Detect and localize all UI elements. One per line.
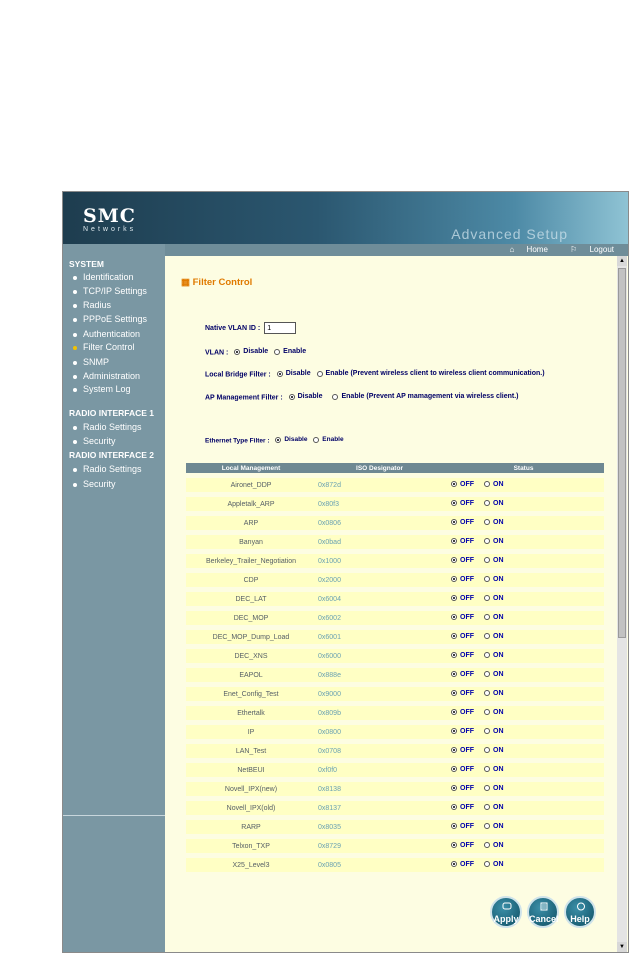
table-row xyxy=(186,554,604,568)
status-cell xyxy=(443,801,604,815)
radio-selected-icon xyxy=(451,538,457,544)
lbf-enable-radio[interactable]: Enable (Prevent wireless client to wireless client communication.) xyxy=(317,370,545,377)
vlan-disable-radio[interactable]: Disable xyxy=(234,348,268,355)
status-on-radio[interactable]: ON xyxy=(484,538,504,545)
iso-designator: 0x0bad xyxy=(316,535,443,549)
iso-designator: 0x0800 xyxy=(316,725,443,739)
status-on-radio[interactable]: ON xyxy=(484,766,504,773)
radio-selected-icon xyxy=(451,690,457,696)
table-row xyxy=(186,858,604,872)
etf-disable-radio[interactable]: Disable xyxy=(275,436,307,443)
protocol-name: X25_Level3 xyxy=(186,858,316,872)
table-row xyxy=(186,725,604,739)
scroll-thumb[interactable] xyxy=(618,268,626,638)
status-cell xyxy=(443,573,604,587)
iso-designator: 0x80f3 xyxy=(316,497,443,511)
radio-selected-icon xyxy=(275,437,281,443)
bullet-icon xyxy=(73,333,77,337)
status-cell xyxy=(443,687,604,701)
bullet-icon xyxy=(73,318,77,322)
status-cell xyxy=(443,706,604,720)
protocol-name: LAN_Test xyxy=(186,744,316,758)
protocol-name: Novell_IPX(new) xyxy=(186,782,316,796)
radio-icon xyxy=(484,652,490,658)
native-vlan-input[interactable] xyxy=(264,322,296,334)
status-off-radio[interactable]: OFF xyxy=(451,823,474,830)
table-row xyxy=(186,649,604,663)
sidebar-item-filter-control[interactable]: Filter Control xyxy=(73,342,135,353)
home-link[interactable]: ⌂ Home xyxy=(509,245,548,254)
radio-selected-icon xyxy=(451,823,457,829)
table-row xyxy=(186,516,604,530)
radio-selected-icon xyxy=(451,709,457,715)
table-header-row xyxy=(186,463,604,473)
table-row xyxy=(186,706,604,720)
sidebar-item-pppoe[interactable]: PPPoE Settings xyxy=(73,314,147,325)
protocol-name: DEC_LAT xyxy=(186,592,316,606)
sidebar-item-administration[interactable]: Administration xyxy=(73,371,140,382)
iso-designator: 0x8137 xyxy=(316,801,443,815)
scroll-down-icon[interactable]: ▼ xyxy=(617,942,627,952)
ap-management-row xyxy=(205,393,519,402)
bullet-icon xyxy=(73,346,77,350)
scrollbar[interactable] xyxy=(617,256,627,952)
apm-disable-radio[interactable]: Disable xyxy=(289,393,323,400)
status-on-radio[interactable]: ON xyxy=(484,823,504,830)
header-local-management: Local Management xyxy=(186,463,316,473)
radio-icon xyxy=(484,747,490,753)
radio-icon xyxy=(484,842,490,848)
protocol-name: IP xyxy=(186,725,316,739)
ethernet-filter-table xyxy=(186,458,604,877)
iso-designator: 0x6004 xyxy=(316,592,443,606)
status-on-radio[interactable]: ON xyxy=(484,728,504,735)
protocol-name: Ethertalk xyxy=(186,706,316,720)
lbf-disable-radio[interactable]: Disable xyxy=(277,370,311,377)
bullet-icon xyxy=(73,290,77,294)
status-cell xyxy=(443,763,604,777)
radio-selected-icon xyxy=(451,633,457,639)
status-cell xyxy=(443,649,604,663)
radio-selected-icon xyxy=(451,614,457,620)
radio-icon xyxy=(484,633,490,639)
bullet-icon xyxy=(73,375,77,379)
status-cell xyxy=(443,497,604,511)
smc-logo: SMC xyxy=(83,205,136,227)
radio-selected-icon xyxy=(451,747,457,753)
radio-selected-icon xyxy=(289,394,295,400)
bullet-icon xyxy=(73,361,77,365)
section-system: SYSTEM xyxy=(69,259,104,269)
table-row xyxy=(186,668,604,682)
status-off-radio[interactable]: OFF xyxy=(451,576,474,583)
cancel-button[interactable]: Cancel xyxy=(527,896,559,928)
iso-designator: 0x8035 xyxy=(316,820,443,834)
status-off-radio[interactable]: OFF xyxy=(451,842,474,849)
table-row xyxy=(186,630,604,644)
status-cell xyxy=(443,725,604,739)
radio-icon xyxy=(484,804,490,810)
radio-icon xyxy=(484,614,490,620)
iso-designator: 0x888e xyxy=(316,668,443,682)
iso-designator: 0x6002 xyxy=(316,611,443,625)
sidebar-item-radio2-settings[interactable]: Radio Settings xyxy=(73,464,142,475)
status-on-radio[interactable]: ON xyxy=(484,671,504,678)
protocol-name: CDP xyxy=(186,573,316,587)
grid-icon: ▦ xyxy=(181,277,190,288)
status-on-radio[interactable]: ON xyxy=(484,709,504,716)
protocol-name: Enet_Config_Test xyxy=(186,687,316,701)
radio-icon xyxy=(484,538,490,544)
radio-icon xyxy=(484,595,490,601)
radio-selected-icon xyxy=(451,671,457,677)
iso-designator: 0x809b xyxy=(316,706,443,720)
status-on-radio[interactable]: ON xyxy=(484,842,504,849)
status-off-radio[interactable]: OFF xyxy=(451,671,474,678)
cancel-icon xyxy=(539,902,549,911)
radio-selected-icon xyxy=(451,785,457,791)
native-vlan-label: Native VLAN ID : xyxy=(205,324,261,332)
status-cell xyxy=(443,592,604,606)
table-row xyxy=(186,535,604,549)
section-radio2: RADIO INTERFACE 2 xyxy=(69,450,155,460)
status-off-radio[interactable]: OFF xyxy=(451,500,474,507)
protocol-name: RARP xyxy=(186,820,316,834)
sidebar-item-snmp[interactable]: SNMP xyxy=(73,357,109,368)
status-on-radio[interactable]: ON xyxy=(484,861,504,868)
radio-icon xyxy=(484,576,490,582)
protocol-name: DEC_XNS xyxy=(186,649,316,663)
logo-subtitle: Networks xyxy=(83,226,137,233)
bullet-icon xyxy=(73,276,77,280)
bullet-icon xyxy=(73,483,77,487)
sidebar-item-radio2-security[interactable]: Security xyxy=(73,479,116,490)
status-cell xyxy=(443,839,604,853)
iso-designator: 0x0806 xyxy=(316,516,443,530)
protocol-name: Berkeley_Trailer_Negotiation xyxy=(186,554,316,568)
radio-selected-icon xyxy=(451,842,457,848)
bullet-icon xyxy=(73,440,77,444)
iso-designator: 0x6000 xyxy=(316,649,443,663)
radio-icon xyxy=(484,785,490,791)
status-on-radio[interactable]: ON xyxy=(484,557,504,564)
radio-selected-icon xyxy=(451,861,457,867)
browser-frame xyxy=(62,191,629,953)
radio-selected-icon xyxy=(234,349,240,355)
sidebar-item-radio1-security[interactable]: Security xyxy=(73,436,116,447)
iso-designator: 0x6001 xyxy=(316,630,443,644)
status-cell xyxy=(443,858,604,872)
radio-selected-icon xyxy=(451,500,457,506)
sidebar xyxy=(63,244,165,952)
table-row xyxy=(186,820,604,834)
vlan-row xyxy=(205,348,306,357)
status-cell xyxy=(443,611,604,625)
header-status: Status xyxy=(443,463,604,473)
radio-icon xyxy=(484,766,490,772)
apply-button[interactable]: Apply xyxy=(490,896,522,928)
table-row xyxy=(186,782,604,796)
status-off-radio[interactable]: OFF xyxy=(451,728,474,735)
status-off-radio[interactable]: OFF xyxy=(451,633,474,640)
radio-icon xyxy=(484,500,490,506)
table-row xyxy=(186,763,604,777)
apm-enable-radio[interactable]: Enable (Prevent AP mamagement via wireless client.) xyxy=(332,393,518,400)
radio-icon xyxy=(484,519,490,525)
logout-link[interactable]: ⚐ Logout xyxy=(570,245,614,254)
table-row xyxy=(186,478,604,492)
iso-designator: 0x0805 xyxy=(316,858,443,872)
status-on-radio[interactable]: ON xyxy=(484,747,504,754)
header-iso-designator: ISO Designator xyxy=(316,463,443,473)
status-on-radio[interactable]: ON xyxy=(484,785,504,792)
radio-selected-icon xyxy=(277,371,283,377)
iso-designator: 0x1000 xyxy=(316,554,443,568)
iso-designator: 0x2000 xyxy=(316,573,443,587)
status-on-radio[interactable]: ON xyxy=(484,519,504,526)
protocol-name: ARP xyxy=(186,516,316,530)
radio-icon xyxy=(484,671,490,677)
sidebar-item-radius[interactable]: Radius xyxy=(73,300,111,311)
status-on-radio[interactable]: ON xyxy=(484,690,504,697)
bullet-icon xyxy=(73,468,77,472)
status-off-radio[interactable]: OFF xyxy=(451,595,474,602)
radio-icon xyxy=(313,437,319,443)
sidebar-item-identification[interactable]: Identification xyxy=(73,272,134,283)
status-off-radio[interactable]: OFF xyxy=(451,557,474,564)
radio-icon xyxy=(332,394,338,400)
content-area xyxy=(165,256,617,952)
section-radio1: RADIO INTERFACE 1 xyxy=(69,408,155,418)
status-cell xyxy=(443,782,604,796)
radio-selected-icon xyxy=(451,519,457,525)
status-on-radio[interactable]: ON xyxy=(484,595,504,602)
ethernet-type-label: Ethernet Type Filter : xyxy=(205,437,270,445)
table-row xyxy=(186,573,604,587)
protocol-name: Appletalk_ARP xyxy=(186,497,316,511)
radio-icon xyxy=(484,823,490,829)
radio-selected-icon xyxy=(451,595,457,601)
protocol-name: Novell_IPX(old) xyxy=(186,801,316,815)
etf-enable-radio[interactable]: Enable xyxy=(313,436,343,443)
status-off-radio[interactable]: OFF xyxy=(451,804,474,811)
status-cell xyxy=(443,554,604,568)
protocol-name: DEC_MOP xyxy=(186,611,316,625)
status-cell xyxy=(443,668,604,682)
radio-icon xyxy=(484,728,490,734)
bullet-icon xyxy=(73,426,77,430)
sidebar-item-system-log[interactable]: System Log xyxy=(73,384,131,395)
protocol-name: Telxon_TXP xyxy=(186,839,316,853)
logout-icon: ⚐ xyxy=(570,245,578,254)
ap-management-label: AP Management Filter : xyxy=(205,394,283,402)
protocol-name: Banyan xyxy=(186,535,316,549)
table-row xyxy=(186,801,604,815)
status-off-radio[interactable]: OFF xyxy=(451,747,474,754)
radio-icon xyxy=(484,709,490,715)
bullet-icon xyxy=(73,304,77,308)
apply-icon xyxy=(502,902,512,911)
protocol-name: NetBEUI xyxy=(186,763,316,777)
table-row xyxy=(186,497,604,511)
radio-selected-icon xyxy=(451,728,457,734)
scroll-up-icon[interactable]: ▲ xyxy=(617,256,627,266)
sidebar-divider xyxy=(63,815,165,816)
radio-selected-icon xyxy=(451,481,457,487)
status-cell xyxy=(443,744,604,758)
top-links xyxy=(489,244,614,256)
radio-icon xyxy=(274,349,280,355)
status-off-radio[interactable]: OFF xyxy=(451,861,474,868)
status-off-radio[interactable]: OFF xyxy=(451,766,474,773)
sidebar-item-radio1-settings[interactable]: Radio Settings xyxy=(73,422,142,433)
protocol-name: Aironet_DDP xyxy=(186,478,316,492)
status-on-radio[interactable]: ON xyxy=(484,614,504,621)
status-on-radio[interactable]: ON xyxy=(484,500,504,507)
radio-icon xyxy=(484,557,490,563)
home-icon: ⌂ xyxy=(509,245,515,254)
help-button[interactable]: Help xyxy=(564,896,596,928)
protocol-name: DEC_MOP_Dump_Load xyxy=(186,630,316,644)
status-cell xyxy=(443,516,604,530)
status-off-radio[interactable]: OFF xyxy=(451,519,474,526)
radio-icon xyxy=(484,690,490,696)
sidebar-item-tcpip[interactable]: TCP/IP Settings xyxy=(73,286,147,297)
status-off-radio[interactable]: OFF xyxy=(451,785,474,792)
iso-designator: 0x872d xyxy=(316,478,443,492)
status-off-radio[interactable]: OFF xyxy=(451,538,474,545)
radio-selected-icon xyxy=(451,766,457,772)
table-row xyxy=(186,687,604,701)
table-row xyxy=(186,611,604,625)
status-on-radio[interactable]: ON xyxy=(484,652,504,659)
ethernet-type-row xyxy=(205,436,344,445)
sidebar-item-authentication[interactable]: Authentication xyxy=(73,329,140,340)
status-cell xyxy=(443,535,604,549)
page-title: ▦ Filter Control xyxy=(181,277,253,288)
status-cell xyxy=(443,478,604,492)
iso-designator: 0x9000 xyxy=(316,687,443,701)
radio-selected-icon xyxy=(451,576,457,582)
radio-selected-icon xyxy=(451,652,457,658)
radio-icon xyxy=(484,481,490,487)
status-off-radio[interactable]: OFF xyxy=(451,709,474,716)
bullet-icon xyxy=(73,388,77,392)
table-row xyxy=(186,592,604,606)
status-on-radio[interactable]: ON xyxy=(484,576,504,583)
status-cell xyxy=(443,630,604,644)
status-cell xyxy=(443,820,604,834)
status-off-radio[interactable]: OFF xyxy=(451,690,474,697)
header-banner xyxy=(63,192,628,244)
vlan-label: VLAN : xyxy=(205,349,229,357)
local-bridge-label: Local Bridge Filter : xyxy=(205,371,271,379)
iso-designator: 0x8729 xyxy=(316,839,443,853)
table-row xyxy=(186,744,604,758)
local-bridge-row xyxy=(205,370,545,379)
banner-title: Advanced Setup xyxy=(451,226,568,242)
iso-designator: 0x8138 xyxy=(316,782,443,796)
status-on-radio[interactable]: ON xyxy=(484,804,504,811)
radio-selected-icon xyxy=(451,804,457,810)
status-on-radio[interactable]: ON xyxy=(484,633,504,640)
radio-icon xyxy=(317,371,323,377)
status-off-radio[interactable]: OFF xyxy=(451,614,474,621)
iso-designator: 0xf0f0 xyxy=(316,763,443,777)
iso-designator: 0x0708 xyxy=(316,744,443,758)
radio-selected-icon xyxy=(451,557,457,563)
native-vlan-row xyxy=(205,322,296,334)
help-icon xyxy=(576,902,586,911)
table-body xyxy=(186,478,604,872)
status-off-radio[interactable]: OFF xyxy=(451,652,474,659)
protocol-name: EAPOL xyxy=(186,668,316,682)
status-off-radio[interactable]: OFF xyxy=(451,481,474,488)
status-on-radio[interactable]: ON xyxy=(484,481,504,488)
table-row xyxy=(186,839,604,853)
radio-icon xyxy=(484,861,490,867)
vlan-enable-radio[interactable]: Enable xyxy=(274,348,306,355)
